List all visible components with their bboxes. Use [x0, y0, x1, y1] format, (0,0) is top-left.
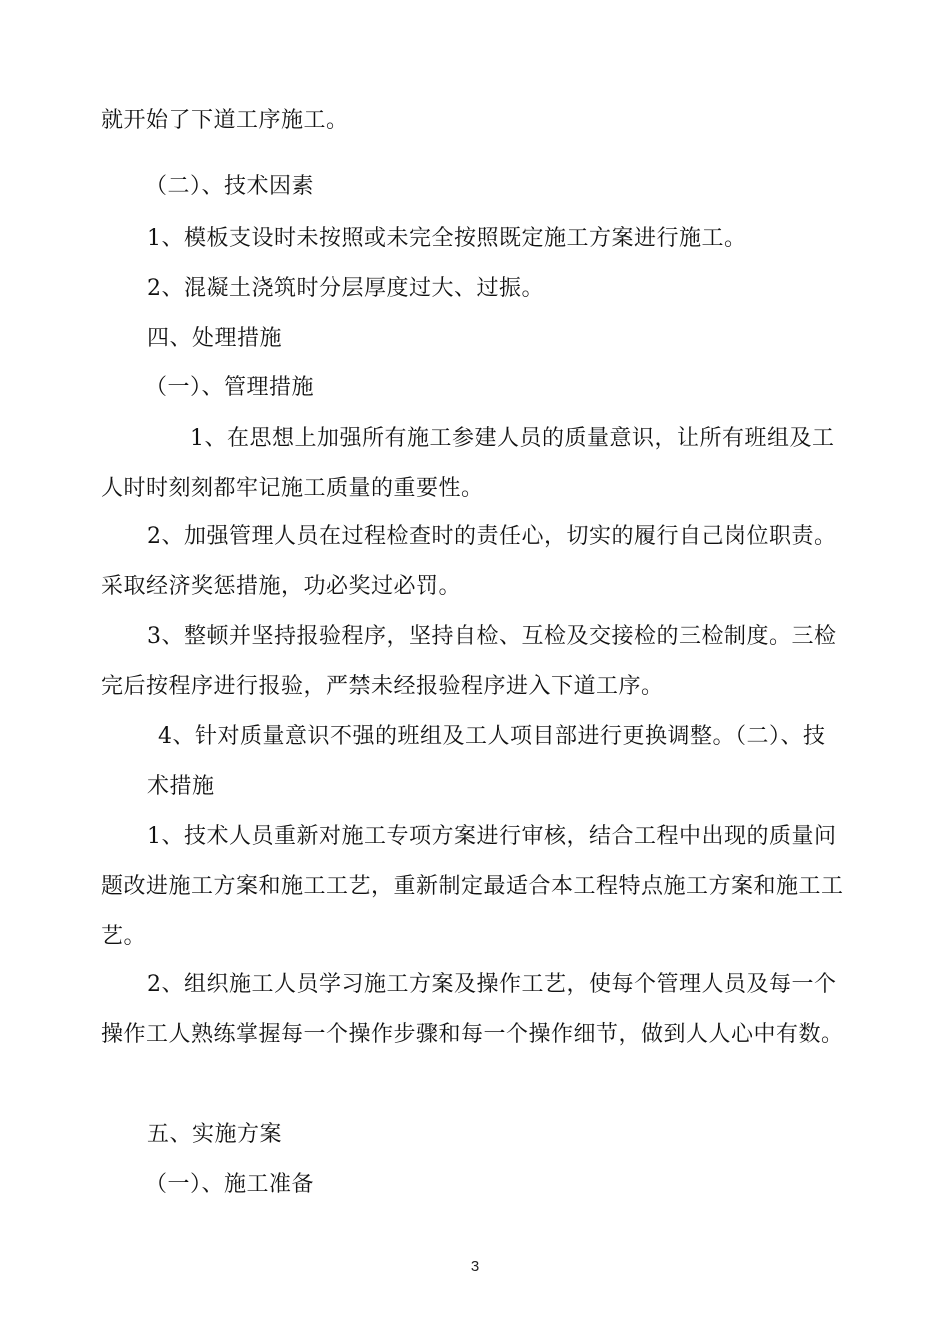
- text-line: 1、模板支设时未按照或未完全按照既定施工方案进行施工。: [147, 226, 747, 251]
- text-line: 人时时刻刻都牢记施工质量的重要性。: [101, 476, 484, 501]
- text-line: 就开始了下道工序施工。: [101, 108, 349, 133]
- text-line: 术措施: [147, 774, 215, 799]
- text-line: 操作工人熟练掌握每一个操作步骤和每一个操作细节，做到人人心中有数。: [101, 1022, 844, 1047]
- text-line: 完后按程序进行报验，严禁未经报验程序进入下道工序。: [101, 674, 664, 699]
- subsection-heading: （一）、施工准备: [145, 1172, 315, 1197]
- text-line: 1、在思想上加强所有施工参建人员的质量意识，让所有班组及工: [190, 426, 835, 451]
- text-line: 艺。: [101, 924, 147, 949]
- text-line: 2、组织施工人员学习施工方案及操作工艺，使每个管理人员及每一个: [147, 972, 837, 997]
- text-line: 采取经济奖惩措施，功必奖过必罚。: [101, 574, 462, 599]
- text-line: 2、加强管理人员在过程检查时的责任心，切实的履行自己岗位职责。: [147, 524, 837, 549]
- text-line: 1、技术人员重新对施工专项方案进行审核，结合工程中出现的质量问: [147, 824, 837, 849]
- section-heading: 四、处理措施: [147, 326, 283, 351]
- text-line: 2、混凝土浇筑时分层厚度过大、过振。: [147, 276, 544, 301]
- page-number: 3: [470, 1258, 480, 1275]
- text-line: 3、整顿并坚持报验程序，坚持自检、互检及交接检的三检制度。三检: [147, 624, 837, 649]
- text-line: 题改进施工方案和施工工艺，重新制定最适合本工程特点施工方案和施工工: [101, 874, 844, 899]
- text-line: 4、针对质量意识不强的班组及工人项目部进行更换调整。（二）、技: [158, 724, 826, 749]
- subsection-heading: （二）、技术因素: [145, 174, 315, 199]
- section-heading: 五、实施方案: [147, 1122, 283, 1147]
- subsection-heading: （一）、管理措施: [145, 375, 315, 400]
